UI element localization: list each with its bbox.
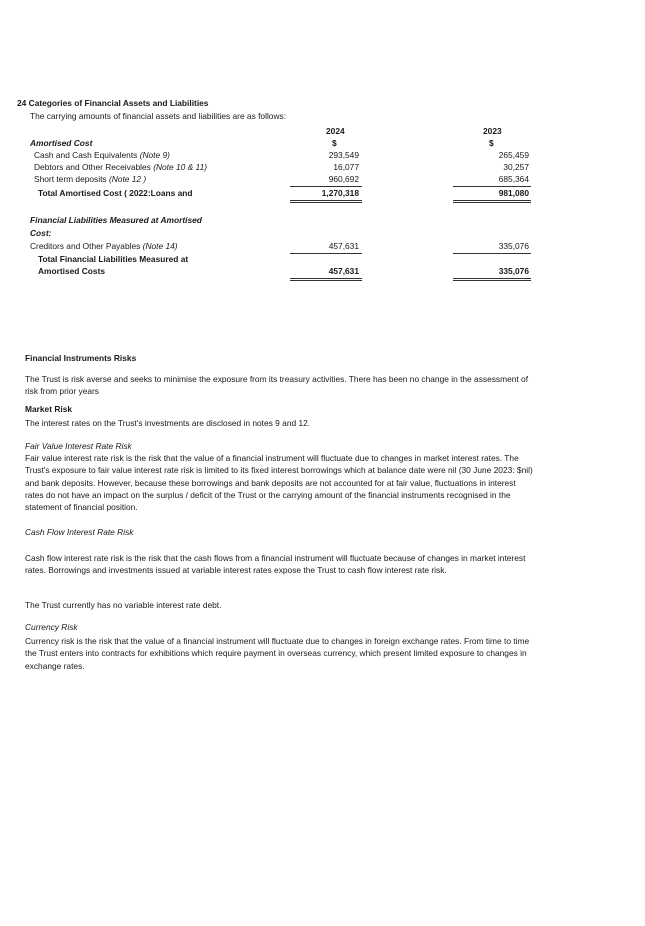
total-double-rule-2024 — [290, 200, 362, 203]
fair-value-text: Fair value interest rate risk is the risk that the value of a financial instrument will fluctuate due to changes in market interest rates. The Trust's exposure to fair value interest rate risk is limited to its fixed interest borrowings which at balance date were nil (30 June 2023: $nil) and bank deposits. However, because these borrowings and bank deposits are not accounted for at fair value, fluctuations in interest rates do not have an impact on the surplus / deficit of the Trust or the carrying amount of the financial instruments recognised in the statement of financial position. — [25, 453, 533, 513]
row-deposits-label — [34, 174, 146, 185]
subtotal-rule-2023 — [453, 186, 531, 187]
total-amortised-2023: 981,080 — [498, 188, 529, 198]
section-intro: The carrying amounts of financial assets and liabilities are as follows: — [30, 111, 287, 121]
market-risk-heading: Market Risk — [25, 404, 73, 414]
col-2024-year: 2024 — [326, 126, 345, 136]
creditors-rule-2023 — [453, 253, 531, 254]
row-creditors-note: (Note 14) — [142, 241, 178, 251]
liabilities-double-rule-2024 — [290, 278, 362, 281]
col-2023-unit: $ — [489, 138, 494, 148]
section-number: 24 — [17, 98, 27, 108]
row-cash-label — [34, 150, 170, 161]
row-deposits-2023: 685,364 — [498, 174, 529, 184]
row-creditors-text: Creditors and Other Payables — [30, 241, 143, 251]
col-2024-unit: $ — [332, 138, 337, 148]
market-risk-text: The interest rates on the Trust's investments are disclosed in notes 9 and 12. — [25, 418, 311, 428]
col-2023-year: 2023 — [483, 126, 502, 136]
liabilities-double-rule-2023 — [453, 278, 531, 281]
total-double-rule-2023 — [453, 200, 531, 203]
cash-flow-heading: Cash Flow Interest Rate Risk — [25, 527, 134, 537]
cash-flow-text: Cash flow interest rate risk is the risk that the cash flows from a financial instrument will fluctuate because of changes in market interest rates. Borrowings and investments issued at variable interest rates expose the Trust to cash flow interest rate risk. — [25, 553, 526, 576]
row-cash-text: Cash and Cash Equivalents — [34, 150, 140, 160]
total-amortised-2024: 1,270,318 — [321, 188, 359, 198]
row-cash-note: (Note 9) — [139, 150, 170, 160]
total-liabilities-2023: 335,076 — [498, 266, 529, 276]
total-amortised-label: Total Amortised Cost ( 2022:Loans and — [38, 188, 193, 198]
risks-heading: Financial Instruments Risks — [25, 353, 137, 363]
liabilities-heading-line2: Cost: — [30, 228, 52, 238]
row-deposits-2024: 960,692 — [328, 174, 359, 184]
variable-debt-text: The Trust currently has no variable interest rate debt. — [25, 600, 222, 610]
row-debtors-text: Debtors and Other Receivables — [34, 162, 154, 172]
creditors-rule-2024 — [290, 253, 362, 254]
row-creditors-label — [30, 241, 178, 252]
currency-risk-heading: Currency Risk — [25, 622, 78, 632]
risks-intro: The Trust is risk averse and seeks to minimise the exposure from its treasury activities. There has been no change in the assessment of risk from prior years — [25, 374, 529, 397]
row-debtors-note: (Note 10 & 11) — [153, 162, 208, 172]
row-creditors-2023: 335,076 — [498, 241, 529, 251]
currency-risk-text: Currency risk is the risk that the value of a financial instrument will fluctuate due to changes in foreign exchange rates. From time to time the Trust enters into contracts for exhibitions which require payment in overseas currency, which present limited exposure to changes in exchange rates. — [25, 636, 530, 671]
total-liabilities-label-line2: Amortised Costs — [38, 266, 106, 276]
row-cash-2023: 265,459 — [498, 150, 529, 160]
total-liabilities-label-line1: Total Financial Liabilities Measured at — [38, 254, 189, 264]
row-debtors-label — [34, 162, 207, 173]
row-debtors-2023: 30,257 — [503, 162, 529, 172]
section-heading — [17, 98, 208, 109]
fair-value-heading: Fair Value Interest Rate Risk — [25, 441, 132, 451]
liabilities-heading-line1: Financial Liabilities Measured at Amortised — [30, 215, 202, 225]
amortised-cost-heading: Amortised Cost — [30, 138, 93, 148]
row-cash-2024: 293,549 — [328, 150, 359, 160]
total-liabilities-2024: 457,631 — [328, 266, 359, 276]
row-deposits-note: (Note 12 ) — [108, 174, 147, 184]
section-title: Categories of Financial Assets and Liabilities — [28, 98, 209, 108]
row-debtors-2024: 16,077 — [333, 162, 359, 172]
subtotal-rule-2024 — [290, 186, 362, 187]
row-creditors-2024: 457,631 — [328, 241, 359, 251]
row-deposits-text: Short term deposits — [34, 174, 109, 184]
